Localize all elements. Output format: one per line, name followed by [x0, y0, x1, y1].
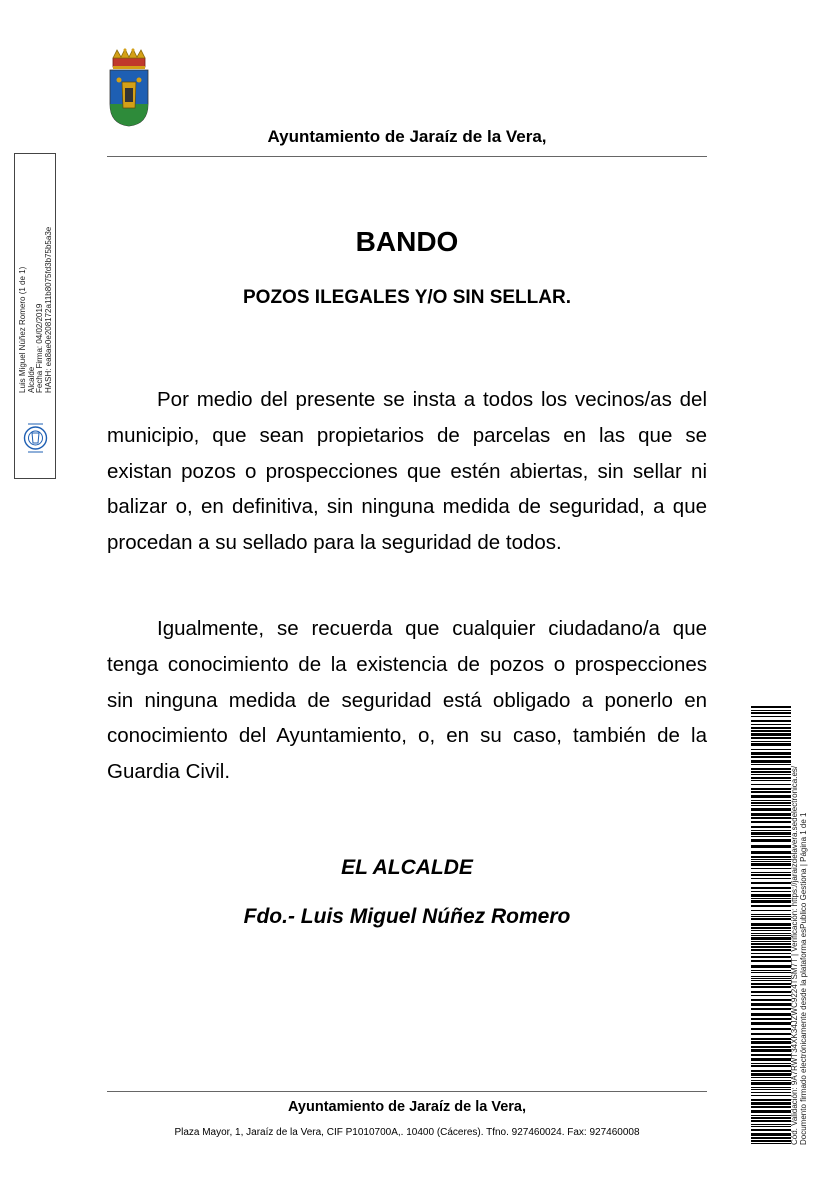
signature-hash: HASH: ea8ae0e208172a11b8075fd3b75b5a3e — [43, 226, 53, 393]
verification-code-line: Cód. Validación: 9A7RWT34XK34JZWC9224TSM7T | Verificación: https://jaraizdelavera.sedelectronica.es/ — [790, 765, 799, 1145]
barcode-bar — [751, 826, 791, 828]
barcode-bar — [751, 1033, 791, 1035]
barcode-bar — [751, 1070, 791, 1072]
barcode-bar — [751, 882, 791, 884]
barcode-bar — [751, 1133, 791, 1136]
barcode-bar — [751, 1077, 791, 1078]
barcode-bar — [751, 1008, 791, 1010]
barcode-bar — [751, 887, 791, 889]
barcode-bar — [751, 1046, 791, 1048]
barcode-bar — [751, 851, 791, 854]
verification-platform-line: Documento firmado electrónicamente desde la plataforma esPublico Gestiona | Página 1 de 1 — [799, 812, 808, 1145]
barcode-bar — [751, 791, 791, 793]
barcode-bar — [751, 784, 791, 785]
barcode-bar — [751, 1038, 791, 1040]
barcode-bar — [751, 710, 791, 711]
barcode-bar — [751, 743, 791, 746]
barcode-bar — [751, 712, 791, 714]
barcode-bar — [751, 727, 791, 729]
barcode-bar — [751, 905, 791, 907]
barcode-bar — [751, 923, 791, 926]
barcode-bar — [751, 1022, 791, 1025]
barcode-bar — [751, 764, 791, 765]
barcode-bar — [751, 995, 791, 996]
barcode-bar — [751, 1080, 791, 1081]
barcode-bar — [751, 916, 791, 917]
body-paragraph: Por medio del presente se insta a todos los vecinos/as del municipio, que sean propietarios de parcelas en las que se existan pozos o prospecciones que estén abiertas, sin sellar ni balizar o, en definitiva, sin ninguna medida de seguridad, a que procedan a su sellado para la seguridad de todos. — [107, 388, 707, 555]
barcode-bar — [751, 1089, 791, 1090]
barcode-bar — [751, 933, 791, 934]
barcode-bar — [751, 800, 791, 801]
barcode-bar — [751, 976, 791, 977]
barcode-bar — [751, 808, 791, 811]
barcode-bar — [751, 914, 791, 915]
barcode-bar — [751, 927, 791, 929]
barcode-bar — [751, 1140, 791, 1142]
barcode-bar — [751, 1143, 791, 1144]
barcode-bar — [751, 980, 791, 981]
barcode-bar — [751, 943, 791, 945]
signature-stamp-text — [19, 213, 61, 393]
signer-name: Fdo.- Luis Miguel Núñez Romero — [243, 905, 571, 928]
barcode-bar — [751, 1099, 791, 1101]
body-paragraph: Igualmente, se recuerda que cualquier ciudadano/a que tenga conocimiento de la existencia de pozos o prospecciones sin ninguna medida de seguridad está obligado a ponerlo en conocimiento del Ayuntamiento, o, en su caso, también de la Guardia Civil. — [107, 617, 707, 784]
barcode-bar — [751, 752, 791, 755]
barcode-bar — [751, 760, 791, 763]
barcode-bar — [751, 1137, 791, 1139]
barcode-bar — [751, 1115, 791, 1116]
barcode-bar — [751, 845, 791, 848]
barcode-bar — [751, 1063, 791, 1064]
verification-text — [790, 705, 818, 1145]
barcode-bar — [751, 983, 791, 985]
header-divider — [107, 156, 707, 157]
barcode-bar — [751, 1126, 791, 1127]
barcode-bar — [751, 1049, 791, 1052]
barcode-bar — [751, 856, 791, 858]
barcode-bar — [751, 956, 791, 958]
barcode-bar — [751, 813, 791, 816]
barcode-bar — [751, 706, 791, 708]
barcode-bar — [751, 774, 791, 775]
barcode-bar — [751, 1073, 791, 1076]
barcode-bar — [751, 821, 791, 823]
barcode-bar — [751, 737, 791, 739]
footer-title: Ayuntamiento de Jaraíz de la Vera, — [288, 1099, 526, 1115]
barcode-bar — [751, 730, 791, 732]
signature-date: Fecha Firma: 04/02/2019 — [35, 303, 44, 393]
barcode-bar — [751, 872, 791, 873]
barcode-bar — [751, 839, 791, 842]
municipal-crest-logo — [107, 48, 151, 128]
barcode-bar — [751, 771, 791, 773]
barcode-bar — [751, 953, 791, 954]
barcode-bar — [751, 918, 791, 920]
barcode-bar — [751, 910, 791, 911]
barcode-bar — [751, 1013, 791, 1016]
barcode-bar — [751, 900, 791, 903]
barcode-bar — [751, 805, 791, 806]
barcode-bar — [751, 1095, 791, 1096]
barcode-bar — [751, 1065, 791, 1067]
verification-barcode — [751, 706, 791, 1146]
barcode-bar — [751, 788, 791, 790]
barcode-bar — [751, 756, 791, 758]
barcode-bar — [751, 1102, 791, 1105]
barcode-bar — [751, 830, 791, 831]
signer-role: EL ALCALDE — [341, 856, 473, 879]
barcode-bar — [751, 891, 791, 892]
barcode-bar — [751, 777, 791, 779]
barcode-bar — [751, 724, 791, 725]
barcode-bar — [751, 795, 791, 798]
barcode-bar — [751, 1054, 791, 1056]
barcode-bar — [751, 898, 791, 899]
barcode-bar — [751, 1003, 791, 1006]
barcode-bar — [751, 894, 791, 897]
signature-role: Alcalde — [26, 366, 36, 393]
document-title: BANDO — [355, 226, 459, 257]
document-subtitle: POZOS ILEGALES Y/O SIN SELLAR. — [243, 287, 571, 308]
barcode-bar — [751, 802, 791, 804]
barcode-bar — [751, 1106, 791, 1108]
seal-icon — [22, 419, 49, 457]
barcode-bar — [751, 861, 791, 862]
barcode-bar — [751, 972, 791, 973]
barcode-bar — [751, 1120, 791, 1122]
barcode-bar — [751, 1117, 791, 1119]
barcode-bar — [751, 1018, 791, 1020]
barcode-bar — [751, 1082, 791, 1085]
barcode-bar — [751, 941, 791, 942]
header-title: Ayuntamiento de Jaraíz de la Vera, — [267, 127, 547, 146]
barcode-bar — [751, 986, 791, 988]
barcode-bar — [751, 949, 791, 951]
barcode-bar — [751, 1110, 791, 1113]
barcode-bar — [751, 749, 791, 750]
barcode-bar — [751, 836, 791, 837]
footer-address: Plaza Mayor, 1, Jaraíz de la Vera, CIF P1010700A,. 10400 (Cáceres). Tfno. 927460024. Fax: 927460008 — [174, 1127, 640, 1138]
barcode-bar — [751, 1129, 791, 1131]
barcode-bar — [751, 930, 791, 931]
barcode-bar — [751, 946, 791, 948]
barcode-bar — [751, 832, 791, 835]
barcode-bar — [751, 868, 791, 869]
barcode-bar — [751, 999, 791, 1001]
barcode-bar — [751, 874, 791, 876]
barcode-bar — [751, 970, 791, 971]
barcode-bar — [751, 859, 791, 860]
footer-divider — [107, 1091, 707, 1092]
barcode-bar — [751, 935, 791, 936]
barcode-bar — [751, 716, 791, 717]
barcode-bar — [751, 1041, 791, 1044]
barcode-bar — [751, 733, 791, 736]
barcode-bar — [751, 978, 791, 979]
signature-signer: Luis Miguel Núñez Romero (1 de 1) — [18, 266, 27, 393]
barcode-bar — [751, 965, 791, 968]
barcode-bar — [751, 863, 791, 866]
barcode-bar — [751, 768, 791, 770]
barcode-bar — [751, 741, 791, 742]
barcode-bar — [751, 720, 791, 722]
barcode-bar — [751, 991, 791, 993]
barcode-bar — [751, 878, 791, 879]
barcode-bar — [751, 960, 791, 962]
barcode-bar — [751, 817, 791, 819]
barcode-bar — [751, 1087, 791, 1088]
barcode-bar — [751, 1028, 791, 1030]
barcode-bar — [751, 780, 791, 781]
barcode-bar — [751, 937, 791, 940]
barcode-bar — [751, 1058, 791, 1061]
barcode-bar — [751, 1092, 791, 1093]
barcode-bar — [751, 1124, 791, 1125]
